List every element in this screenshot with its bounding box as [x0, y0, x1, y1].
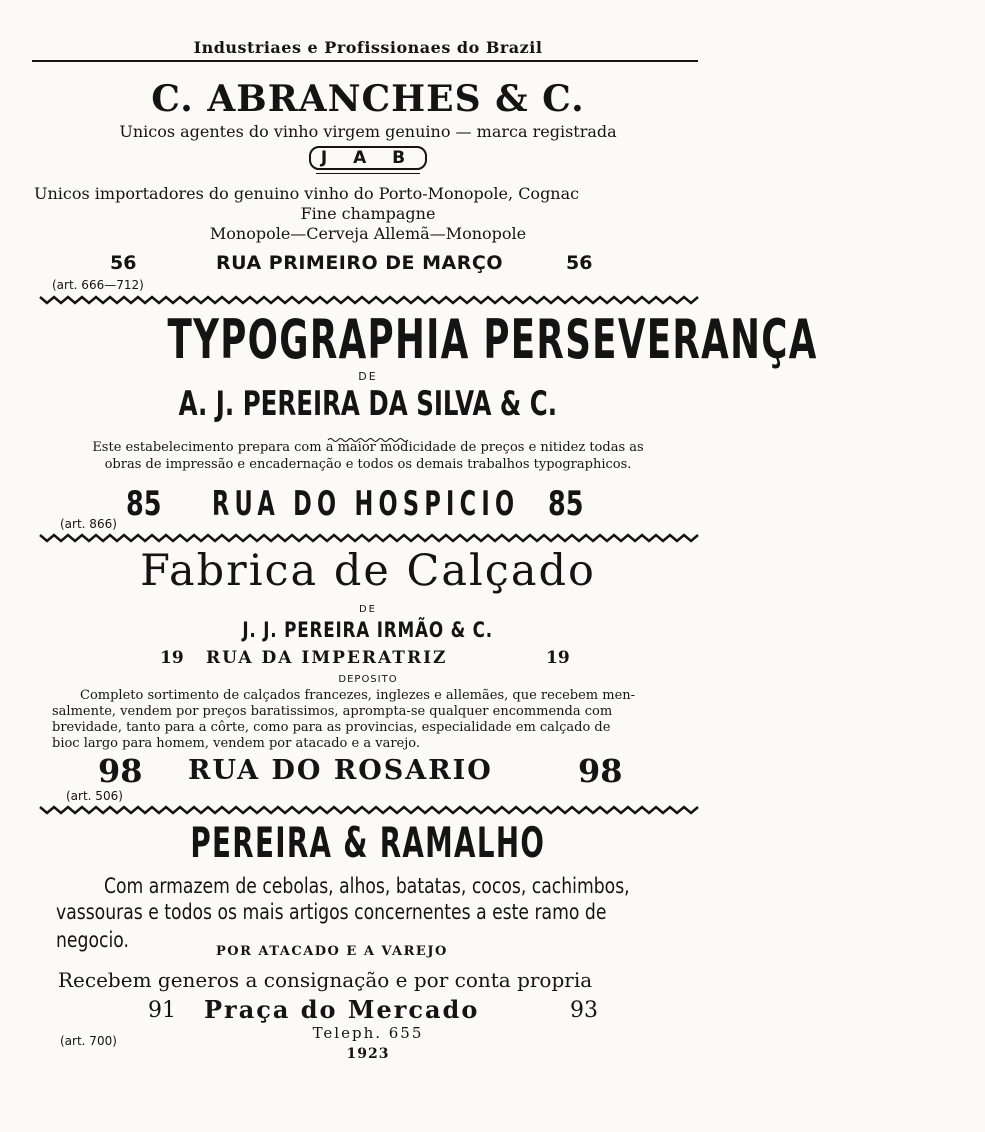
ad3-number-right: 98	[578, 752, 623, 790]
ad2-desc1: Este estabelecimento prepara com a maior modicidade de preços e nitidez todas as	[92, 440, 644, 455]
ad3-title: Fabrica de Calçado	[140, 546, 596, 596]
ad3-owner: J. J. PEREIRA IRMÃO & C.	[242, 618, 494, 642]
ad3-street: RUA DO ROSARIO	[188, 755, 493, 786]
ad4-wholesale: POR ATACADO E A VAREJO	[216, 944, 448, 959]
ad1-line1: Unicos agentes do vinho virgem genuino — marca registrada	[119, 122, 617, 141]
ad4-number-left: 91	[148, 998, 176, 1023]
ad2-street: RUA DO HOSPICIO	[212, 484, 520, 524]
ad4-phone: Teleph. 655	[312, 1024, 424, 1042]
ad2-number-right: 85	[548, 484, 584, 524]
brand-logo: J A B	[309, 146, 427, 170]
ad2-wave-divider	[40, 532, 690, 544]
ad2-title: TYPOGRAPHIA PERSEVERANÇA	[167, 308, 818, 371]
ad3-art: (art. 506)	[66, 789, 123, 803]
ad4-desc2: vassouras e todos os mais artigos concernentes a este ramo de	[56, 900, 607, 924]
ad2-de: DE	[358, 370, 378, 383]
ad1-brand-underline	[316, 173, 420, 174]
ad4-art: (art. 700)	[60, 1034, 117, 1048]
ad1-company: C. ABRANCHES & C.	[151, 78, 585, 120]
ad3-deposito: DEPOSITO	[338, 674, 398, 685]
ad1-number-left: 56	[110, 252, 137, 274]
ad3-address-number-right: 19	[546, 648, 570, 668]
ad1-line3: Fine champagne	[300, 204, 436, 223]
ad3-desc3: brevidade, tanto para a côrte, como para as provincias, especialidade em calçado de	[52, 720, 611, 735]
page-number: 1923	[346, 1046, 390, 1062]
ad4-desc1: Com armazem de cebolas, alhos, batatas, cocos, cachimbos,	[104, 874, 630, 898]
ad4-number-right: 93	[570, 998, 598, 1023]
ad2-desc2: obras de impressão e encadernação e todos os demais trabalhos typographicos.	[104, 457, 632, 472]
ad3-number-left: 98	[98, 752, 143, 790]
ad3-desc1: Completo sortimento de calçados francezes, inglezes e allemães, que recebem men-	[80, 688, 636, 703]
ad1-wave-divider	[40, 294, 690, 306]
ad3-wave-divider	[40, 804, 690, 816]
ad1-number-right: 56	[566, 252, 593, 274]
ad3-address: RUA DA IMPERATRIZ	[206, 648, 448, 668]
ad4-street: Praça do Mercado	[204, 995, 480, 1024]
ad1-line4: Monopole—Cerveja Allemã—Monopole	[209, 224, 527, 243]
ad1-brand-monogram	[0, 146, 736, 170]
ad4-consign: Recebem generos a consignação e por conta propria	[58, 968, 593, 992]
ad1-line2: Unicos importadores do genuino vinho do Porto-Monopole, Cognac	[34, 184, 580, 203]
ad1-art: (art. 666—712)	[52, 278, 144, 292]
ad3-desc2: salmente, vendem por preços baratissimos, apromptа-se qualquer encommenda com	[52, 704, 613, 719]
ad3-desc4: bioc largo para homem, vendem por atacado e a varejo.	[52, 736, 420, 751]
ad2-art: (art. 866)	[60, 517, 117, 531]
ad2-number-left: 85	[126, 484, 162, 524]
ad4-company: PEREIRA & RAMALHO	[190, 818, 546, 867]
ad4-desc3: negocio.	[56, 928, 129, 952]
page-header	[0, 38, 736, 57]
ad3-address-number-left: 19	[160, 648, 184, 668]
ad1-street: RUA PRIMEIRO DE MARÇO	[216, 252, 503, 274]
header-rule	[32, 60, 698, 62]
ad3-de: DE	[358, 604, 378, 615]
header-title: Industriaes e Profissionaes do Brazil	[193, 38, 543, 57]
ad2-owner: A. J. PEREIRA DA SILVA & C.	[178, 384, 558, 424]
